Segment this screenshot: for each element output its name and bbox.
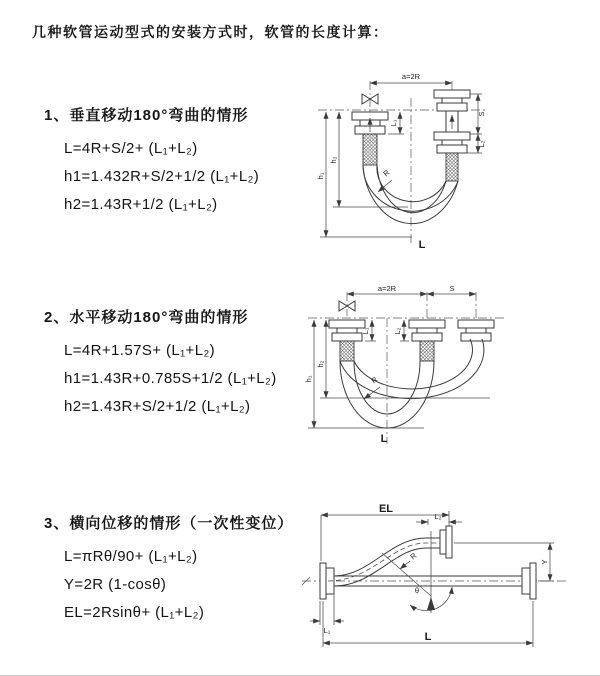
dim-label-length: L — [380, 433, 388, 445]
horizontal-180-bend-diagram — [304, 284, 572, 461]
formula-h2: h2=1.43R+1/2 (L₁+L₂) — [64, 196, 218, 213]
dim-label-a2r: a=2R — [401, 72, 421, 81]
page-title: 几种软管运动型式的安装方式时，软管的长度计算： — [32, 24, 389, 40]
formula-el: EL=2Rsinθ+ (L₁+L₂) — [64, 604, 205, 621]
formula-h2: h2=1.43R+S/2+1/2 (L₁+L₂) — [64, 398, 251, 415]
dim-label-s: S — [477, 111, 486, 117]
braided-hose-right — [446, 153, 458, 181]
dim-label-length: L — [418, 239, 426, 251]
braided-hose-left — [363, 134, 377, 165]
lateral-displacement-diagram — [298, 501, 590, 664]
formula-length: L=πRθ/90+ (L₁+L₂) — [64, 548, 198, 565]
dim-label-a2r: a=2R — [377, 284, 397, 293]
dim-label-radius: R — [369, 374, 380, 386]
hose-u-bend-far — [340, 339, 484, 399]
dim-label-radius: R — [381, 167, 392, 179]
section-lateral-displacement — [44, 512, 314, 627]
dim-label-y: Y — [540, 559, 549, 565]
hose-s-curve — [328, 538, 446, 586]
formula-y: Y=2R (1-cosθ) — [64, 576, 167, 593]
braided-hose-middle — [420, 341, 434, 361]
dim-label-radius: R — [408, 550, 419, 562]
section-heading: 1、垂直移动180°弯曲的情形 — [44, 107, 249, 124]
dim-label-l1: L₁ — [361, 327, 370, 335]
section-vertical-movement — [44, 104, 314, 219]
dim-label-h1: h₁ — [316, 172, 325, 180]
right-flange — [458, 320, 494, 341]
right-flange — [522, 563, 536, 599]
radius-leader — [400, 561, 410, 569]
upper-flange — [440, 526, 452, 558]
dim-label-h2: h₂ — [316, 360, 325, 368]
dim-label-s: S — [449, 284, 455, 293]
dim-label-l2: L₂ — [434, 512, 442, 521]
formula-h1: h1=1.432R+S/2+1/2 (L₁+L₂) — [64, 168, 260, 185]
dim-label-h1: h₁ — [304, 375, 313, 383]
left-flange — [329, 320, 365, 341]
right-flange-lower — [434, 132, 470, 153]
braided-hose-left — [340, 341, 354, 361]
section-horizontal-movement — [44, 306, 314, 421]
dim-label-theta: θ — [414, 586, 419, 595]
dim-label-l2: L₂ — [477, 140, 486, 148]
dim-label-el: EL — [378, 503, 394, 515]
formula-length: L=4R+1.57S+ (L₁+L₂) — [64, 342, 216, 359]
dim-label-h2: h₂ — [329, 156, 338, 164]
dim-label-l2: L₂ — [393, 327, 402, 335]
vertical-180-bend-diagram — [312, 68, 550, 263]
section-heading: 2、水平移动180°弯曲的情形 — [44, 309, 249, 326]
dim-label-l1: L₁ — [323, 626, 331, 635]
dim-label-l1: L₁ — [389, 119, 398, 127]
formula-length: L=4R+S/2+ (L₁+L₂) — [64, 140, 198, 157]
dim-label-length: L — [424, 631, 432, 643]
middle-flange — [409, 320, 445, 341]
section-heading: 3、横向位移的情形（一次性变位） — [44, 515, 294, 532]
right-flange-upper — [434, 90, 470, 111]
hose-u-bend — [363, 165, 458, 224]
formula-h1: h1=1.43R+0.785S+1/2 (L₁+L₂) — [64, 370, 277, 387]
